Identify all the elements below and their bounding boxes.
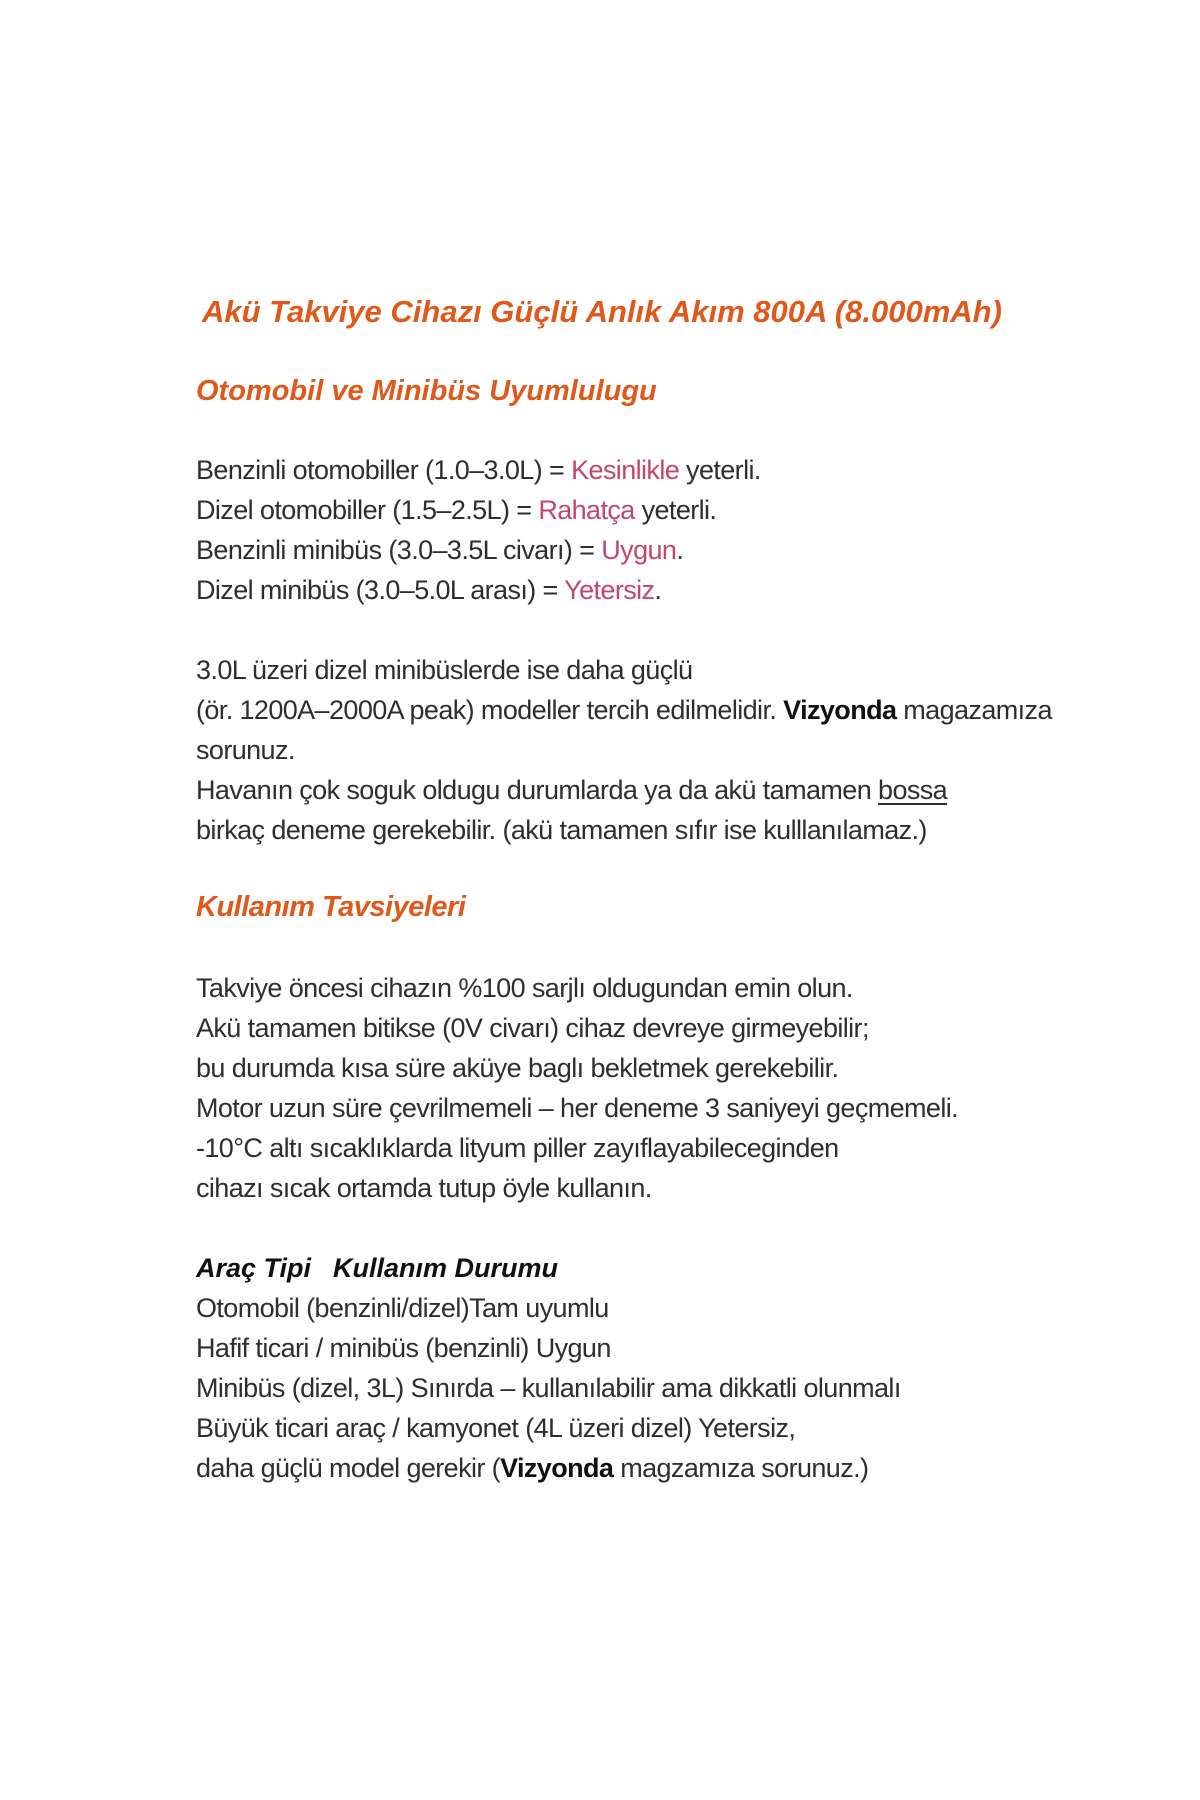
tip-line: Motor uzun süre çevrilmemeli – her deneme 3 saniyeyi geçmemeli. (196, 1093, 959, 1123)
note-line: sorunuz. (196, 735, 295, 765)
brand-name: Vizyonda (783, 695, 897, 725)
note-line: birkaç deneme gerekebilir. (akü tamamen sıfır ise kulllanılamaz.) (196, 815, 927, 845)
table-row: Minibüs (dizel, 3L) Sınırda – kullanılabilir ama dikkatli olunmalı (196, 1373, 901, 1403)
note-line: (ör. 1200A–2000A peak) modeller tercih edilmelidir. Vizyonda magazamıza (196, 695, 1052, 725)
tips-heading: Kullanım Tavsiyeleri (196, 891, 466, 923)
tip-line: cihazı sıcak ortamda tutup öyle kullanın. (196, 1173, 652, 1203)
compat-list (196, 450, 1096, 610)
compat-rating: Uygun (601, 535, 677, 565)
tip-line: -10°C altı sıcaklıklarda lityum piller zayıflayabileceginden (196, 1133, 839, 1163)
vehicle-table (196, 1248, 1096, 1488)
note-paragraph (196, 650, 1096, 850)
compat-rating: Kesinlikle (571, 455, 680, 485)
brand-name: Vizyonda (500, 1453, 614, 1483)
compat-rating: Yetersiz (564, 575, 655, 605)
compat-rating: Rahatça (538, 495, 635, 525)
compat-heading: Otomobil ve Minibüs Uyumlulugu (196, 375, 657, 407)
compat-row: Benzinli otomobiller (1.0–3.0L) = Kesinlikle yeterli. (196, 455, 761, 485)
table-body (196, 1288, 1096, 1488)
table-row: Büyük ticari araç / kamyonet (4L üzeri dizel) Yetersiz, (196, 1413, 796, 1443)
tip-line: bu durumda kısa süre aküye baglı bekletmek gerekebilir. (196, 1053, 839, 1083)
table-header-usage-status: Kullanım Durumu (333, 1253, 559, 1283)
tips-list (196, 968, 1096, 1208)
tip-line: Takviye öncesi cihazın %100 sarjlı oldugundan emin olun. (196, 973, 853, 1003)
table-row: Hafif ticari / minibüs (benzinli) Uygun (196, 1333, 611, 1363)
compat-row: Benzinli minibüs (3.0–3.5L civarı) = Uygun. (196, 535, 684, 565)
note-line: 3.0L üzeri dizel minibüslerde ise daha güçlü (196, 655, 693, 685)
document-content (196, 290, 1096, 1488)
compat-row: Dizel otomobiller (1.5–2.5L) = Rahatça yeterli. (196, 495, 717, 525)
table-header (196, 1248, 1096, 1288)
compat-row: Dizel minibüs (3.0–5.0L arası) = Yetersiz. (196, 575, 662, 605)
document-title: Akü Takviye Cihazı Güçlü Anlık Akım 800A (8.000mAh) (202, 294, 1002, 329)
underlined-word: bossa (878, 775, 948, 805)
table-header-vehicle-type: Araç Tipi (196, 1253, 312, 1283)
note-line: Havanın çok soguk oldugu durumlarda ya da akü tamamen bossa (196, 775, 948, 805)
table-row: Otomobil (benzinli/dizel)Tam uyumlu (196, 1293, 609, 1323)
tip-line: Akü tamamen bitikse (0V civarı) cihaz devreye girmeyebilir; (196, 1013, 869, 1043)
table-row: daha güçlü model gerekir (Vizyonda magzamıza sorunuz.) (196, 1453, 869, 1483)
